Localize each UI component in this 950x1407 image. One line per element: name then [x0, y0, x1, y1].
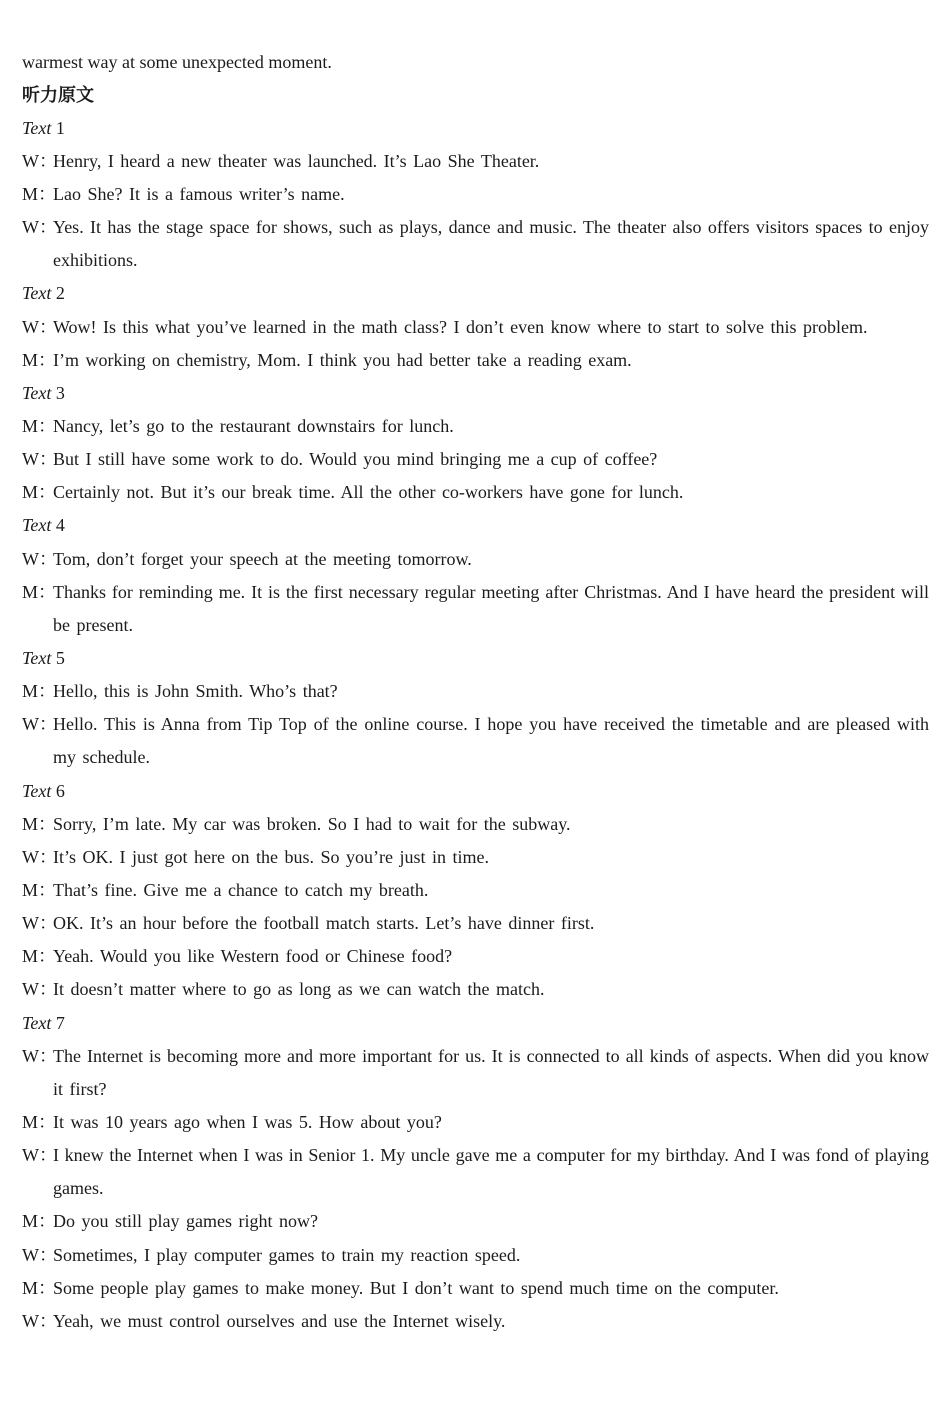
dialogue-line: [22, 675, 929, 708]
text-heading-number: 1: [55, 117, 65, 138]
speaker-label: M：: [22, 681, 57, 702]
utterance-text: Do you still play games right now?: [53, 1211, 318, 1232]
speaker-label: W：: [22, 714, 57, 735]
utterance-text: Sorry, I’m late. My car was broken. So I had to wait for the subway.: [53, 813, 571, 834]
text-heading-label: Text: [22, 382, 52, 403]
intro-line: warmest way at some unexpected moment.: [22, 51, 332, 72]
text-heading: [22, 1007, 929, 1040]
dialogue-line: [22, 1106, 929, 1139]
dialogue-line: [22, 211, 929, 277]
text-heading: [22, 377, 929, 410]
utterance-first-line: [22, 1040, 929, 1073]
text-heading: [22, 775, 929, 808]
speaker-label: W：: [22, 979, 57, 1000]
dialogue-line: [22, 1205, 929, 1238]
dialogue-line: [22, 443, 929, 476]
utterance-continuation-text: my schedule.: [53, 747, 150, 768]
speaker-label: W：: [22, 449, 57, 470]
utterance-first-line: [22, 211, 929, 244]
speaker-label: M：: [22, 416, 57, 437]
utterance-continuation-line: [22, 1073, 929, 1106]
dialogue-line: [22, 543, 929, 576]
transcript-content: [22, 46, 929, 1331]
utterance-first-line: [22, 1139, 929, 1172]
speaker-label: M：: [22, 482, 57, 503]
dialogue-line-clipped: [22, 1305, 929, 1338]
utterance-first-line: [22, 708, 929, 741]
speaker-label: W：: [22, 913, 57, 934]
speaker-label: M：: [22, 349, 57, 370]
text-heading-label: Text: [22, 1012, 52, 1033]
speaker-label: W：: [22, 1244, 57, 1265]
text-heading: [22, 112, 929, 145]
utterance-text: Sometimes, I play computer games to train my reaction speed.: [53, 1244, 521, 1265]
speaker-label: M：: [22, 581, 57, 602]
dialogue-line: [22, 1239, 929, 1272]
utterance-text: OK. It’s an hour before the football match starts. Let’s have dinner first.: [53, 913, 595, 934]
dialogue-line: [22, 708, 929, 774]
text-heading-label: Text: [22, 648, 52, 669]
dialogue-line: [22, 940, 929, 973]
text-heading-label: Text: [22, 117, 52, 138]
speaker-label: M：: [22, 1112, 57, 1132]
utterance-text: Wow! Is this what you’ve learned in the math class? I don’t even know where to start to solve this problem.: [53, 316, 868, 337]
utterance-text: Thanks for reminding me. It is the first necessary regular meeting after Christmas. And I have heard the president will: [53, 581, 929, 602]
dialogue-line: [22, 841, 929, 874]
text-heading-label: Text: [22, 515, 52, 536]
utterance-continuation-line: [22, 1172, 929, 1205]
dialogue-line: [22, 1040, 929, 1106]
speaker-label: W：: [22, 150, 57, 171]
text-heading: [22, 509, 929, 542]
speaker-label: W：: [22, 316, 57, 337]
speaker-label: W：: [22, 217, 57, 238]
speaker-label: M：: [22, 1211, 57, 1232]
utterance-text: It was 10 years ago when I was 5. How about you?: [53, 1112, 442, 1132]
utterance-text: Tom, don’t forget your speech at the meeting tomorrow.: [53, 548, 472, 569]
dialogue-line: [22, 178, 929, 211]
utterance-text: But I still have some work to do. Would you mind bringing me a cup of coffee?: [53, 449, 658, 470]
text-heading: [22, 277, 929, 310]
text-heading-number: 2: [55, 283, 65, 304]
utterance-first-line: [22, 576, 929, 609]
text-heading-number: 3: [55, 382, 65, 403]
text-heading-number: 7: [55, 1012, 65, 1033]
dialogue-line: [22, 808, 929, 841]
utterance-continuation-text: be present.: [53, 614, 133, 635]
dialogue-line: [22, 410, 929, 443]
utterance-text: It doesn’t matter where to go as long as we can watch the match.: [53, 979, 545, 1000]
utterance-text: Some people play games to make money. But I don’t want to spend much time on the computer.: [53, 1277, 779, 1298]
utterance-text: Yeah. Would you like Western food or Chinese food?: [53, 946, 453, 967]
speaker-label: M：: [22, 184, 57, 205]
speaker-label: W：: [22, 1145, 57, 1166]
utterance-text: I knew the Internet when I was in Senior 1. My uncle gave me a computer for my birthday. And I was fond of playing: [53, 1145, 929, 1166]
dialogue-line: [22, 1139, 929, 1205]
section-title: 听力原文: [22, 84, 94, 106]
dialogue-line: [22, 311, 929, 344]
dialogue-line: [22, 145, 929, 178]
utterance-text: Yeah, we must control ourselves and use the Internet wisely.: [53, 1310, 506, 1331]
speaker-label: W：: [22, 1045, 57, 1066]
speaker-label: M：: [22, 880, 57, 901]
dialogue-line: [22, 973, 929, 1006]
dialogue-line: [22, 874, 929, 907]
text-heading-number: 4: [55, 515, 65, 536]
utterance-continuation-line: [22, 244, 929, 277]
utterance-continuation-text: games.: [53, 1178, 104, 1199]
dialogue-line: [22, 344, 929, 377]
utterance-continuation-text: it first?: [53, 1078, 107, 1099]
utterance-continuation-line: [22, 741, 929, 774]
utterance-continuation-line: [22, 609, 929, 642]
speaker-label: M：: [22, 1277, 57, 1298]
speaker-label: W：: [22, 1310, 57, 1331]
utterance-text: Certainly not. But it’s our break time. All the other co-workers have gone for lunch.: [53, 482, 684, 503]
utterance-text: Hello, this is John Smith. Who’s that?: [53, 681, 338, 702]
speaker-label: W：: [22, 548, 57, 569]
utterance-text: I’m working on chemistry, Mom. I think you had better take a reading exam.: [53, 349, 632, 370]
utterance-text: Lao She? It is a famous writer’s name.: [53, 184, 345, 205]
dialogue-line: [22, 907, 929, 940]
utterance-text: Yes. It has the stage space for shows, such as plays, dance and music. The theater also offers visitors spaces to enjoy: [53, 217, 929, 238]
dialogue-line: [22, 476, 929, 509]
utterance-text: Hello. This is Anna from Tip Top of the online course. I hope you have received the timetable and are pleased with: [53, 714, 929, 735]
utterance-text: That’s fine. Give me a chance to catch my breath.: [53, 880, 429, 901]
dialogue-line: [22, 1272, 929, 1305]
text-heading: [22, 642, 929, 675]
utterance-text: The Internet is becoming more and more important for us. It is connected to all kinds of aspects. When did you know: [53, 1045, 929, 1066]
utterance-text: Nancy, let’s go to the restaurant downstairs for lunch.: [53, 416, 454, 437]
utterance-text: It’s OK. I just got here on the bus. So you’re just in time.: [53, 846, 489, 867]
speaker-label: M：: [22, 946, 57, 967]
utterance-text: Henry, I heard a new theater was launched. It’s Lao She Theater.: [53, 150, 540, 171]
dialogue-line: [22, 576, 929, 642]
speaker-label: M：: [22, 813, 57, 834]
text-heading-number: 5: [55, 648, 65, 669]
utterance-continuation-text: exhibitions.: [53, 250, 138, 271]
text-heading-number: 6: [55, 780, 65, 801]
text-heading-label: Text: [22, 780, 52, 801]
speaker-label: W：: [22, 846, 57, 867]
text-heading-label: Text: [22, 283, 52, 304]
